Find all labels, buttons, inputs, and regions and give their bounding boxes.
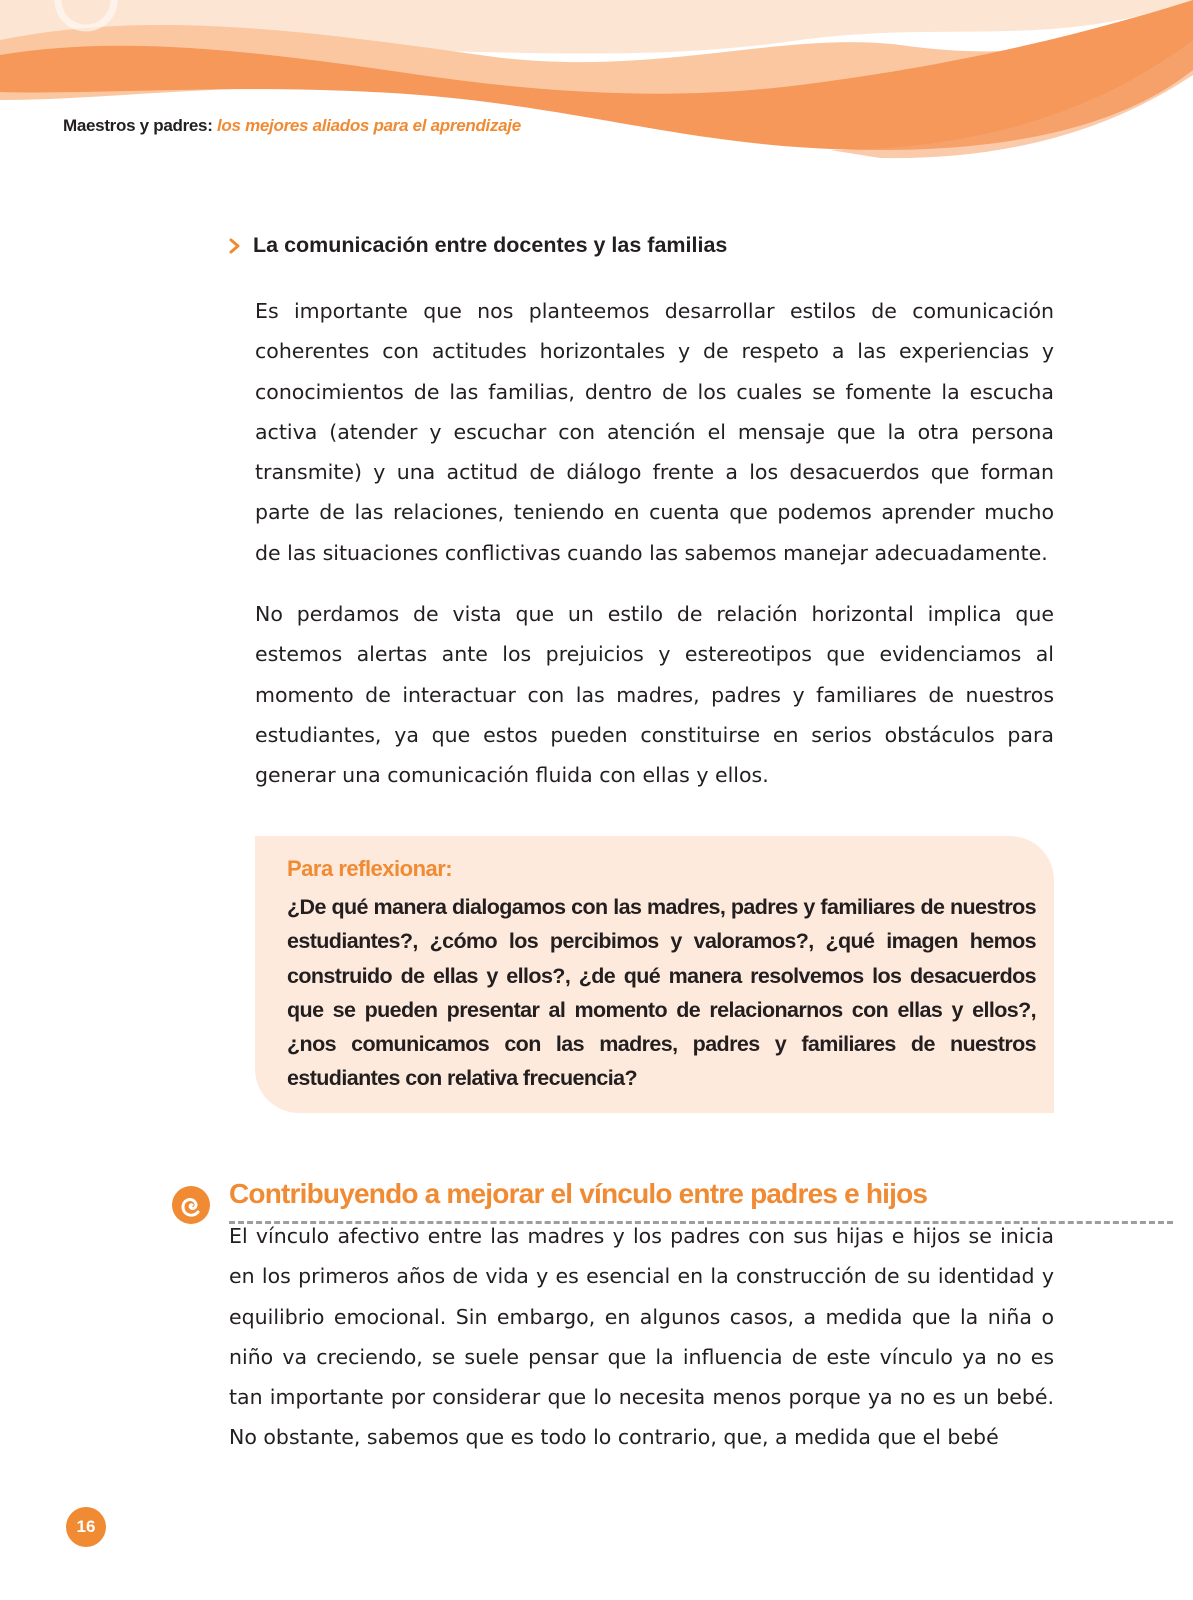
chevron-right-icon (229, 238, 241, 254)
reflection-callout (255, 836, 1054, 1113)
reflection-title: Para reflexionar: (287, 856, 453, 881)
header-wave-decoration (0, 0, 1193, 170)
section-heading-text: La comunicación entre docentes y las familias (253, 233, 728, 257)
running-header-title: Maestros y padres: (63, 116, 213, 135)
body-paragraph: No perdamos de vista que un estilo de relación horizontal implica que estemos alertas ante los prejuicios y estereotipos que evidenciamos al momento de interactuar con las madres, padres y familiares de nuestros estudiantes, ya que estos pueden constituirse en serios obstáculos para generar una comunicación fluida con ellas y ellos. (255, 602, 1054, 788)
running-header-subtitle: los mejores aliados para el aprendizaje (217, 116, 521, 135)
section-heading (229, 233, 727, 258)
body-paragraph: El vínculo afectivo entre las madres y los padres con sus hijas e hijos se inicia en los primeros años de vida y es esencial en la construcción de su identidad y equilibrio emocional. Sin embargo, en algunos casos, a medida que la niña o niño va creciendo, se suele pensar que la influencia de este vínculo ya no es tan importante por considerar que lo necesita menos porque ya no es un bebé. No obstante, sabemos que es todo lo contrario, que, a medida que el bebé (229, 1224, 1054, 1450)
running-header (63, 116, 521, 136)
body-paragraph: Es importante que nos planteemos desarrollar estilos de comunicación coherentes con actitudes horizontales y de respeto a las experiencias y conocimientos de las familias, dentro de los cuales se fomente la escucha activa (atender y escuchar con atención el mensaje que la otra persona transmite) y una actitud de diálogo frente a los desacuerdos que forman parte de las relaciones, teniendo en cuenta que podemos aprender mucho de las situaciones conflictivas cuando las sabemos manejar adecuadamente. (255, 299, 1054, 565)
reflection-body: ¿De qué manera dialogamos con las madres, padres y familiares de nuestros estudiantes?, ¿cómo los percibimos y valoramos?, ¿qué imagen hemos construido de ellas y ellos?, ¿de qué manera resolvemos los desacuerdos que se pueden presentar al momento de relacionarnos con ellas y ellos?, ¿nos comunicamos con las madres, padres y familiares de nuestros estudiantes con relativa frecuencia? (287, 895, 1036, 1091)
swirl-bullet-icon (171, 1185, 211, 1225)
section2-title: Contribuyendo a mejorar el vínculo entre padres e hijos (229, 1178, 928, 1209)
page-number-badge: 16 (66, 1507, 106, 1547)
